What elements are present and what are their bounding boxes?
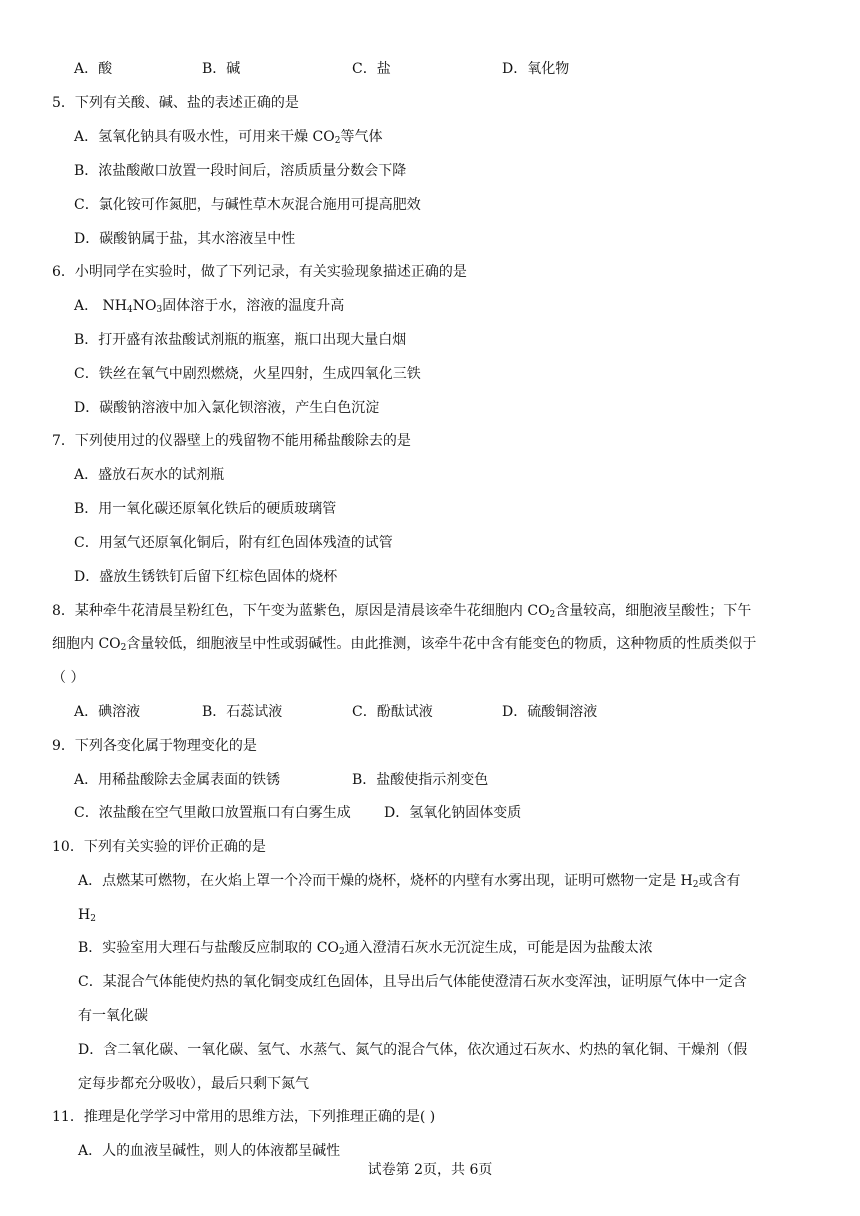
q9-option-d: D．氢氧化钠固体变质 [384,805,522,821]
q9-option-c: C．浓盐酸在空气里敞口放置瓶口有白雾生成 [74,805,351,821]
q11-option-a: A．人的血液呈碱性，则人的体液都呈碱性 [78,1143,341,1159]
q5-option-d: D．碳酸钠属于盐，其水溶液呈中性 [74,231,296,247]
q6-option-c: C．铁丝在氧气中剧烈燃烧，火星四射，生成四氧化三铁 [74,366,421,382]
q7-stem: 7．下列使用过的仪器壁上的残留物不能用稀盐酸除去的是 [52,433,411,449]
q9-stem: 9．下列各变化属于物理变化的是 [52,738,257,754]
q8-option-c: C．酚酞试液 [352,704,433,720]
q7-option-d: D．盛放生锈铁钉后留下红棕色固体的烧杯 [74,569,338,585]
q8-stem-line-1: 8．某种牵牛花清晨呈粉红色，下午变为蓝紫色，原因是清晨该牵牛花细胞内 $CO_2$含量较高，细胞液呈酸性；下午 [52,603,752,620]
q4-option-b: B．碱 [202,61,241,77]
q6-option-d: D．碳酸钠溶液中加入氯化钡溶液，产生白色沉淀 [74,400,380,416]
q4-option-c: C．盐 [352,61,391,77]
page-footer: 试卷第 2页，共 6页 [367,1162,493,1178]
q6-option-a: A． $NH_4NO_3$固体溶于水，溶液的温度升高 [74,298,345,315]
q9-option-a: A．用稀盐酸除去金属表面的铁锈 [74,772,281,788]
q6-stem: 6．小明同学在实验时，做了下列记录，有关实验现象描述正确的是 [52,264,467,280]
q8-option-d: D．硫酸铜溶液 [502,704,598,720]
q5-stem: 5．下列有关酸、碱、盐的表述正确的是 [52,95,299,111]
q8-stem-line-2: 细胞内 $CO_2$含量较低，细胞液呈中性或弱碱性。由此推测，该牵牛花中含有能变色的物质，这种物质的性质类似于 [52,636,757,653]
q10-option-a-line-1: A．点燃某可燃物，在火焰上罩一个冷而干燥的烧杯，烧杯的内壁有水雾出现，证明可燃物一定是 $H_2$或含有 [78,873,741,890]
q11-stem: 11．推理是化学学习中常用的思维方法，下列推理正确的是( ) [52,1109,436,1125]
q10-option-a-line-2: $H_2$ [78,907,96,924]
q8-option-b: B．石蕊试液 [202,704,283,720]
q10-option-d-line-2: 定每步都充分吸收），最后只剩下氮气 [78,1076,309,1092]
q7-option-c: C．用氢气还原氧化铜后，附有红色固体残渣的试管 [74,535,393,551]
q4-option-a: A．酸 [74,61,113,77]
q8-answer-blank: （ ） [52,670,85,686]
q4-option-d: D．氧化物 [502,61,570,77]
q6-option-b: B．打开盛有浓盐酸试剂瓶的瓶塞，瓶口出现大量白烟 [74,332,407,348]
q8-option-a: A．碘溶液 [74,704,141,720]
q10-option-d-line-1: D．含二氧化碳、一氧化碳、氢气、水蒸气、氮气的混合气体，依次通过石灰水、灼热的氧化铜、干燥剂（假 [78,1042,748,1058]
q10-option-c-line-2: 有一氧化碳 [78,1008,148,1024]
q7-option-b: B．用一氧化碳还原氧化铁后的硬质玻璃管 [74,501,337,517]
q10-option-c-line-1: C．某混合气体能使灼热的氧化铜变成红色固体，且导出后气体能使澄清石灰水变浑浊，证明原气体中一定含 [78,974,747,990]
q5-option-c: C．氯化铵可作氮肥，与碱性草木灰混合施用可提高肥效 [74,197,421,213]
q9-option-b: B．盐酸使指示剂变色 [352,772,489,788]
q10-stem: 10．下列有关实验的评价正确的是 [52,839,266,855]
q5-option-a: A．氢氧化钠具有吸水性，可用来干燥 $CO_2$等气体 [74,129,383,146]
q7-option-a: A．盛放石灰水的试剂瓶 [74,467,225,483]
q5-option-b: B．浓盐酸敞口放置一段时间后，溶质质量分数会下降 [74,163,407,179]
q10-option-b: B．实验室用大理石与盐酸反应制取的 $CO_2$通入澄清石灰水无沉淀生成，可能是因为盐酸太浓 [78,940,653,957]
